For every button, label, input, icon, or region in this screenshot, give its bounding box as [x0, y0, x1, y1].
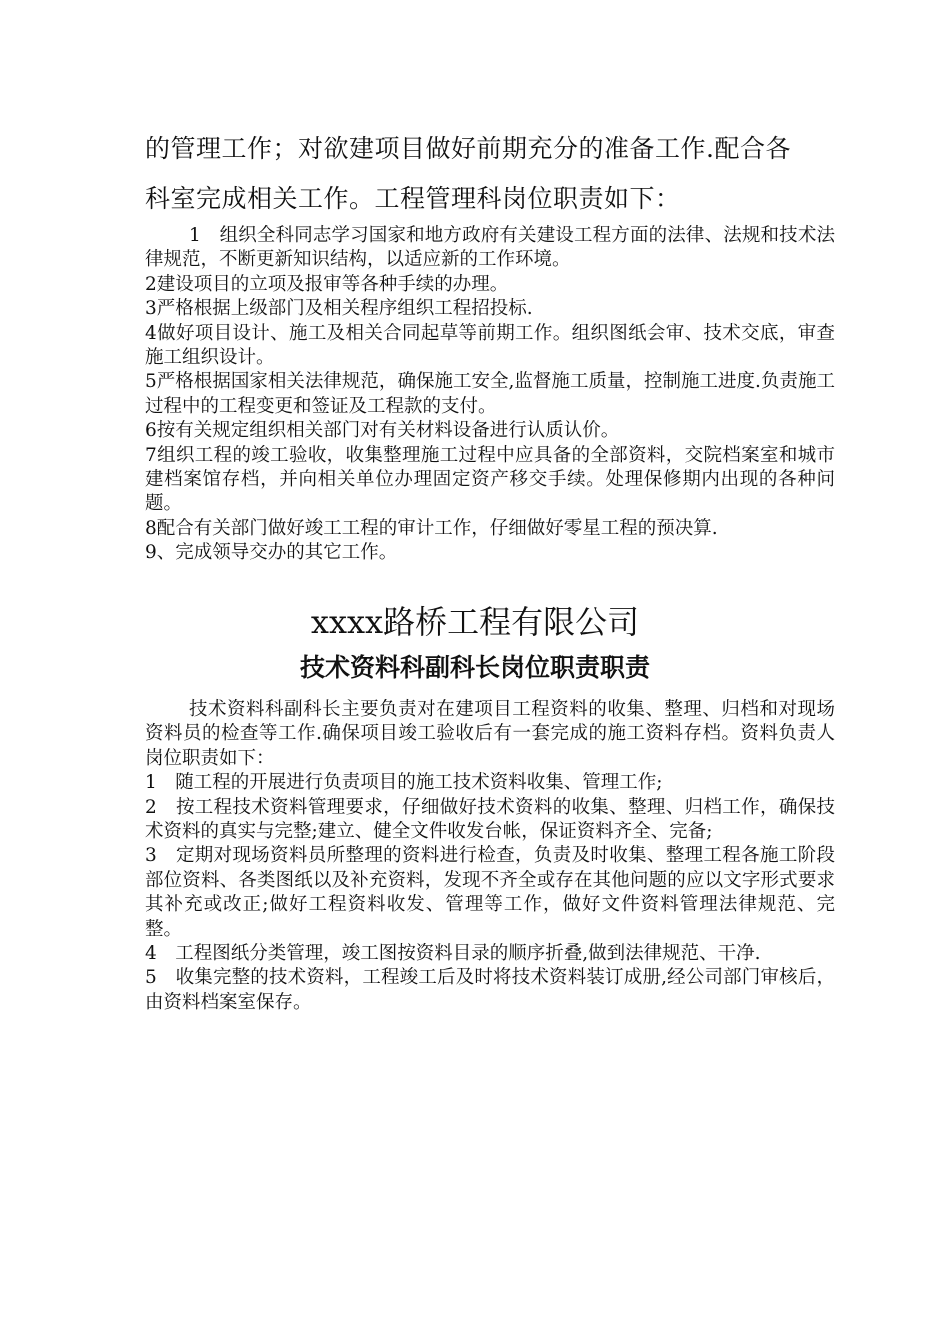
tech-duty-item-3: 3 定期对现场资料员所整理的资料进行检查，负责及时收集、整理工程各施工阶段部位资料、各类图纸以及补充资料，发现不齐全或存在其他问题的应以文字形式要求其补充或改正;做好工程资料收发、管理等工作，做好文件资料管理法律规范、完整。 — [145, 845, 835, 940]
duty-item-4: 4做好项目设计、施工及相关合同起草等前期工作。组织图纸会审、技术交底，审查施工组织设计。 — [145, 322, 835, 369]
tech-data-duties — [145, 698, 835, 1015]
duty-item-8: 8配合有关部门做好竣工工程的审计工作，仔细做好零星工程的预决算. — [145, 517, 718, 539]
tech-duty-item-5: 5 收集完整的技术资料，工程竣工后及时将技术资料装订成册,经公司部门审核后，由资料档案室保存。 — [145, 967, 835, 1013]
company-name: xxxx路桥工程有限公司 — [310, 603, 640, 641]
duty-item-2: 2建设项目的立项及报审等各种手续的办理。 — [145, 273, 509, 295]
document-title: 技术资料科副科长岗位职责职责 — [299, 653, 650, 682]
tech-duty-item-4: 4 工程图纸分类管理，竣工图按资料目录的顺序折叠,做到法律规范、干净. — [145, 943, 761, 965]
duty-item-1: 1 组织全科同志学习国家和地方政府有关建设工程方面的法律、法规和技术法律规范，不断更新知识结构，以适应新的工作环境。 — [145, 225, 835, 271]
duty-item-5: 5严格根据国家相关法律规范，确保施工安全,监督施工质量，控制施工进度.负责施工过程中的工程变更和签证及工程款的支付。 — [145, 371, 835, 417]
tech-duty-item-2: 2 按工程技术资料管理要求，仔细做好技术资料的收集、整理、归档工作，确保技术资料的真实与完整;建立、健全文件收发台帐，保证资料齐全、完备; — [145, 796, 835, 843]
duty-item-3: 3严格根据上级部门及相关程序组织工程招投标. — [145, 298, 533, 320]
duty-item-7: 7组织工程的竣工验收，收集整理施工过程中应具备的全部资料，交院档案室和城市建档案馆存档，并向相关单位办理固定资产移交手续。处理保修期内出现的各种问题。 — [145, 444, 835, 515]
duty-item-9: 9、完成领导交办的其它工作。 — [145, 542, 398, 564]
intro-line-2: 科室完成相关工作。工程管理科岗位职责如下： — [145, 184, 681, 213]
tech-duty-item-1: 1 随工程的开展进行负责项目的施工技术资料收集、管理工作; — [145, 772, 663, 794]
duty-item-6: 6按有关规定组织相关部门对有关材料设备进行认质认价。 — [145, 420, 620, 442]
intro-line-1: 的管理工作；对欲建项目做好前期充分的准备工作.配合各 — [145, 134, 791, 163]
management-duties-list — [145, 224, 835, 566]
section-intro: 技术资料科副科长主要负责对在建项目工程资料的收集、整理、归档和对现场资料员的检查等工作.确保项目竣工验收后有一套完成的施工资料存档。资料负责人岗位职责如下： — [145, 699, 835, 769]
